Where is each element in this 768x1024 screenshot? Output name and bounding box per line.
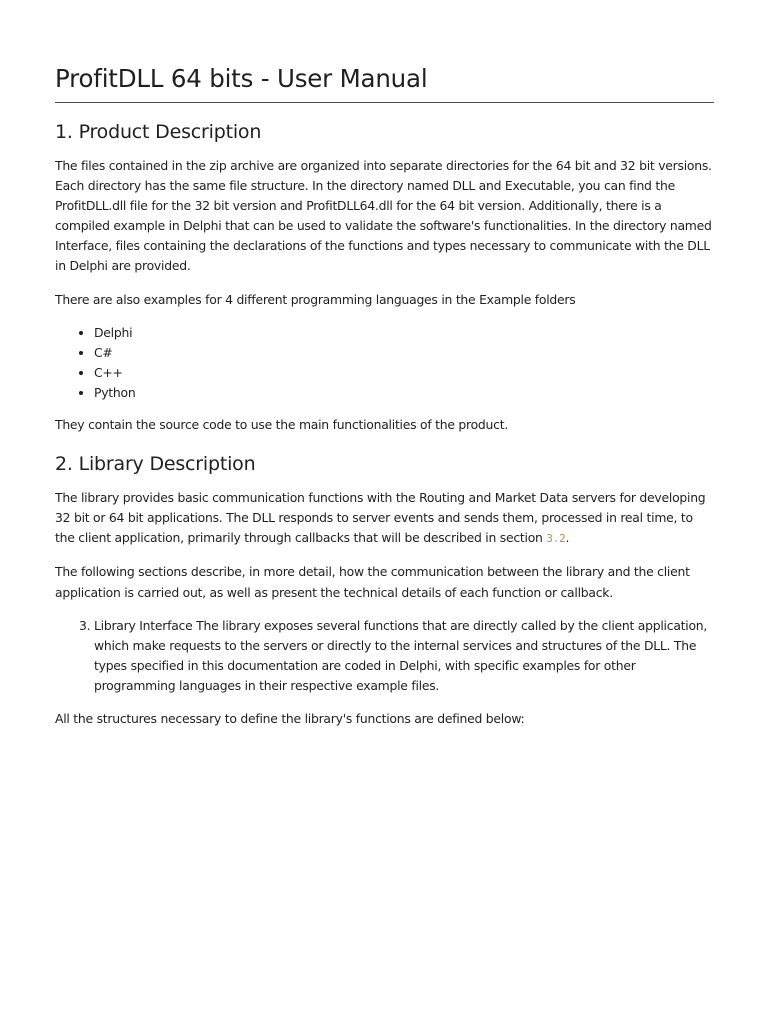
section-reference[interactable]: 3.2 [546,532,566,546]
section-heading-product-description: 1. Product Description [55,121,262,143]
list-item: • Python [94,383,714,403]
list-item: • C# [94,343,714,363]
list-item: • C++ [94,363,714,383]
list-item: 3. Library Interface The library exposes several functions that are directly called by the client application, which make requests to the servers or directly to the internal services and structures of the DLL. The types specified in this documentation are coded in Delphi, with specific examples for other programming languages in their respective example files. [94,616,714,696]
examples-intro-paragraph: There are also examples for 4 different programming languages in the Example folders [55,291,576,307]
library-description-text: The library provides basic communication functions with the Routing and Market Data servers for developing 32 bit or 64 bit applications. The DLL responds to server events and sends them, processed in real time, to the client application, primarily through callbacks that will be described in section [55,490,706,546]
language-list [55,323,714,403]
source-code-paragraph: They contain the source code to use the main functionalities of the product. [55,417,509,433]
communication-paragraph: The following sections describe, in more detail, how the communication between the library and the client application is carried out, as well as present the technical details of each function or callback. [55,564,690,600]
section-heading-library-description: 2. Library Description [55,453,256,476]
list-item: • Delphi [94,323,714,343]
library-interface-list [55,616,714,696]
product-description-paragraph: The files contained in the zip archive are organized into separate directories for the 64 bit and 32 bit versions. Each directory has the same file structure. In the directory named DLL and Executable, you can find the ProfitDLL.dll file for the 32 bit version and ProfitDLL64.dll for the 64 bit version. Additionally, there is a compiled example in Delphi that can be used to validate the software's functionalities. In the directory named Interface, files containing the declarations of the functions and types necessary to communicate with the DLL in Delphi are provided. [55,158,712,274]
page-title: ProfitDLL 64 bits - User Manual [55,62,714,103]
document-page [55,62,714,729]
structures-paragraph: All the structures necessary to define the library's functions are defined below: [55,710,525,726]
library-description-paragraph: The library provides basic communication functions with the Routing and Market Data servers for developing 32 bit or 64 bit applications. The DLL responds to server events and sends them, processed in real time, to the client application, primarily through callbacks that will be described in section 3.2. [55,490,706,546]
